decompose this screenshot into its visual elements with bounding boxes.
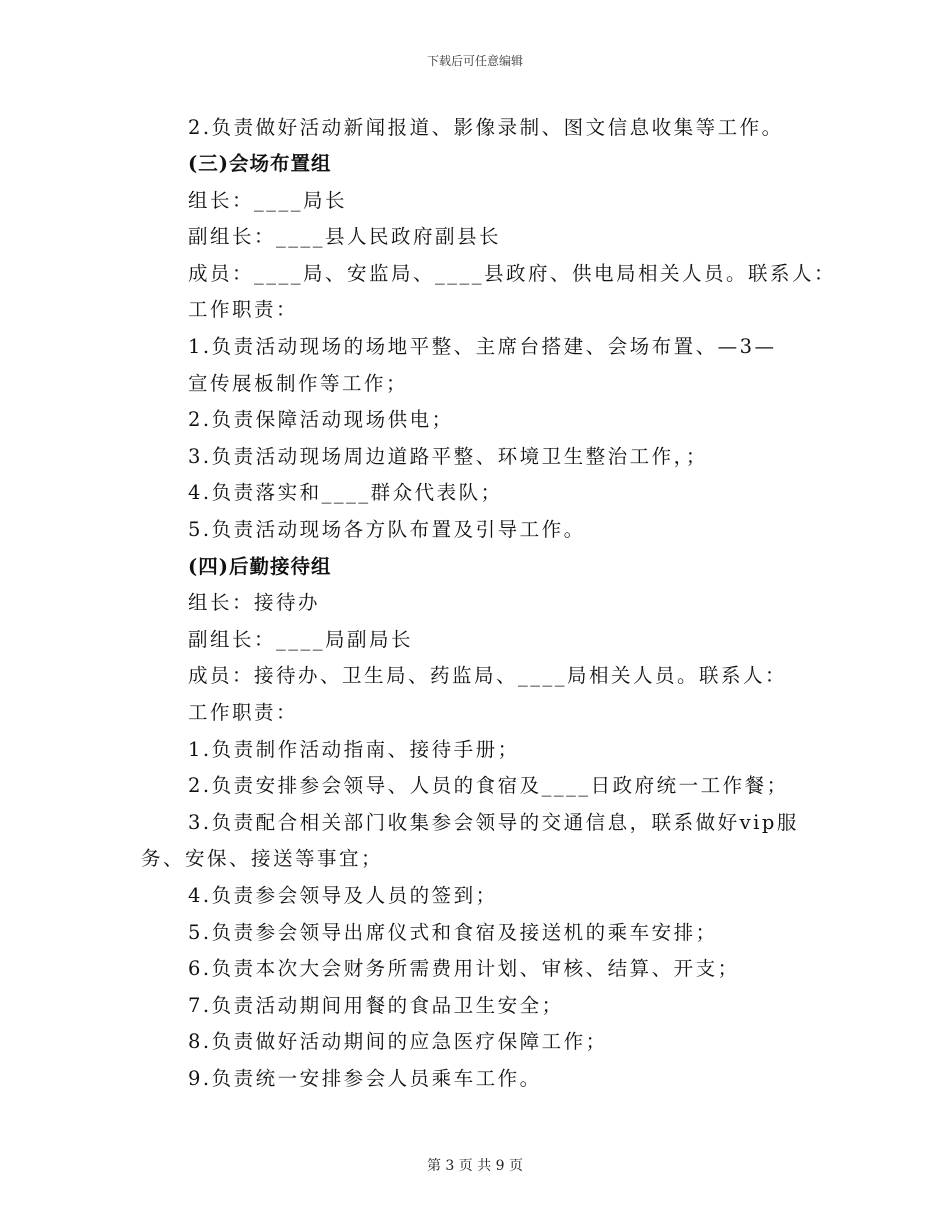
page-number-footer: 第 3 页 共 9 页 <box>426 1158 524 1174</box>
logistics-duty-9: 9.负责统一安排参会人员乘车工作。 <box>188 1067 542 1090</box>
page-header-note: 下载后可任意编辑 <box>426 54 523 68</box>
logistics-duty-7: 7.负责活动期间用餐的食品卫生安全； <box>188 994 564 1017</box>
logistics-duty-4: 4.负责参会领导及人员的签到； <box>188 884 498 907</box>
logistics-duty-5: 5.负责参会领导出席仪式和食宿及接送机的乘车安排； <box>188 921 718 944</box>
venue-duty-1-continued: 宣传展板制作等工作； <box>188 372 409 395</box>
logistics-duties-label: 工作职责： <box>188 701 299 724</box>
venue-duties-label: 工作职责： <box>188 298 299 321</box>
duty-item-2-news: 2.负责做好活动新闻报道、影像录制、图文信息收集等工作。 <box>188 116 784 139</box>
venue-deputy-leader: 副组长：____县人民政府副县长 <box>188 225 502 248</box>
venue-group-leader: 组长：____局长 <box>188 189 348 212</box>
logistics-deputy-leader: 副组长：____局副局长 <box>188 628 414 651</box>
venue-duty-1: 1.负责活动现场的场地平整、主席台搭建、会场布置、—3— <box>188 335 777 358</box>
logistics-duty-8: 8.负责做好活动期间的应急医疗保障工作； <box>188 1030 608 1053</box>
venue-duty-5: 5.负责活动现场各方队布置及引导工作。 <box>188 518 586 541</box>
venue-duty-3: 3.负责活动现场周边道路平整、环境卫生整治工作，； <box>188 445 708 468</box>
section-heading-venue-setup: (三)会场布置组 <box>188 152 332 175</box>
logistics-duty-1: 1.负责制作活动指南、接待手册； <box>188 738 520 761</box>
logistics-members: 成员：接待办、卫生局、药监局、____局相关人员。联系人： <box>188 664 788 687</box>
logistics-duty-3: 3.负责配合相关部门收集参会领导的交通信息，联系做好vip服 <box>188 811 799 834</box>
section-heading-logistics: (四)后勤接待组 <box>188 555 332 578</box>
logistics-duty-2: 2.负责安排参会领导、人员的食宿及____日政府统一工作餐； <box>188 774 789 797</box>
venue-members: 成员：____局、安监局、____县政府、供电局相关人员。联系人： <box>188 262 837 285</box>
logistics-group-leader: 组长：接待办 <box>188 591 321 614</box>
venue-duty-4: 4.负责落实和____群众代表队； <box>188 481 503 504</box>
logistics-duty-3-continued: 务、安保、接送等事宜； <box>141 847 384 870</box>
logistics-duty-6: 6.负责本次大会财务所需费用计划、审核、结算、开支； <box>188 957 740 980</box>
venue-duty-2: 2.负责保障活动现场供电； <box>188 408 454 431</box>
